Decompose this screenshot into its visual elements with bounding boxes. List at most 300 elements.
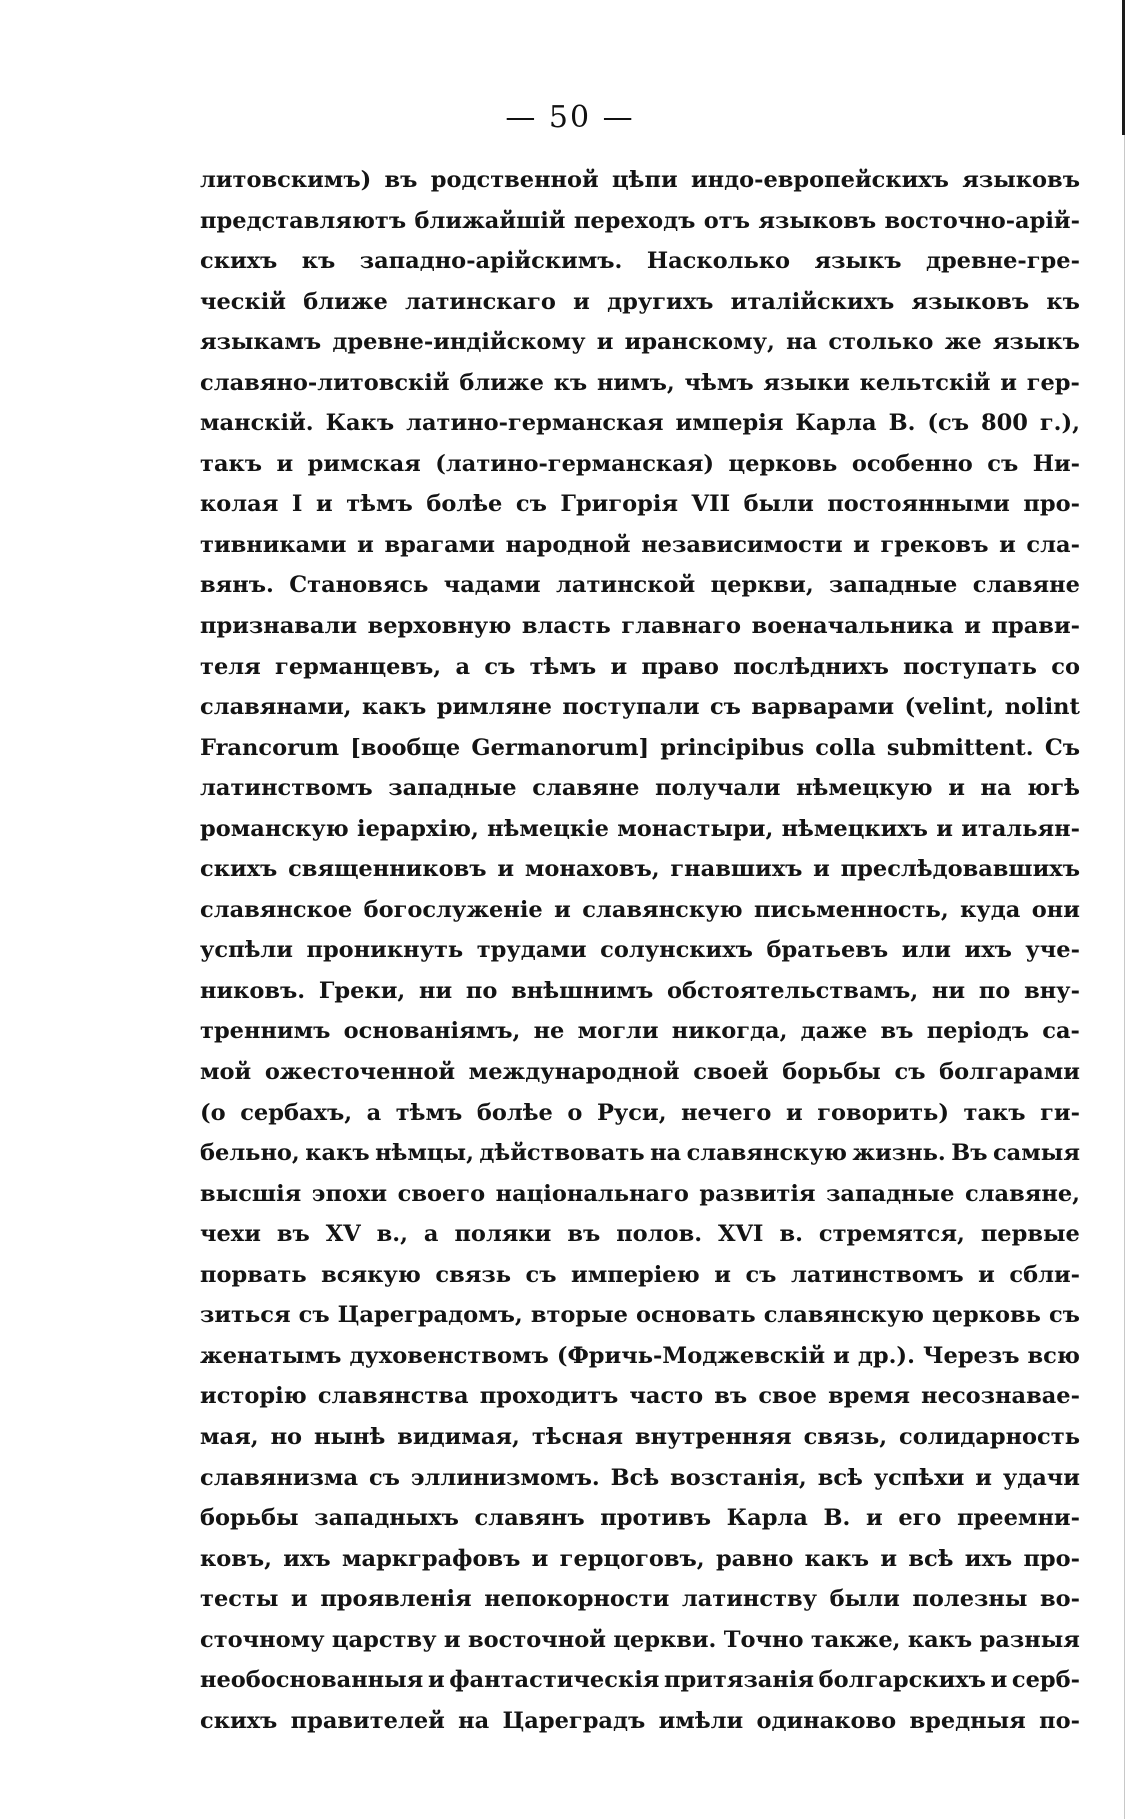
word: равно xyxy=(715,1545,794,1572)
word: какъ xyxy=(361,694,427,721)
word: по xyxy=(465,977,498,1004)
text-line xyxy=(200,484,1080,525)
word: съ xyxy=(987,450,1019,477)
word: прави- xyxy=(991,613,1080,640)
word: Руси, xyxy=(596,1099,667,1126)
word: и xyxy=(531,1545,549,1572)
word: др.). xyxy=(857,1342,915,1369)
word: и xyxy=(990,1667,1008,1694)
word: XV xyxy=(325,1221,361,1248)
word: письменность, xyxy=(753,896,949,923)
word: Царегpадомъ, xyxy=(337,1302,523,1329)
word: фантастическія xyxy=(449,1667,660,1694)
word: были xyxy=(829,1586,900,1613)
word: Francorum xyxy=(200,734,340,761)
word: удачи xyxy=(1002,1464,1080,1491)
word: тѣмъ xyxy=(346,491,413,518)
word: дѣйствовать xyxy=(479,1140,645,1167)
word: чехи xyxy=(200,1221,261,1248)
word: В. xyxy=(888,410,916,437)
word: про- xyxy=(1023,1545,1080,1572)
word: съ xyxy=(525,1261,557,1288)
text-line xyxy=(200,890,1080,931)
word: Ни- xyxy=(1032,450,1080,477)
word: мой xyxy=(200,1059,252,1086)
text-line xyxy=(200,971,1080,1012)
word: преслѣдовавшихъ xyxy=(840,856,1080,883)
word: Съ xyxy=(1044,734,1080,761)
text-line xyxy=(200,1620,1080,1661)
word: и xyxy=(291,1586,308,1613)
word: проявленія xyxy=(320,1586,472,1613)
word: западныхъ xyxy=(314,1505,459,1532)
word: Черезъ xyxy=(922,1342,1020,1369)
page-edge-line xyxy=(1124,135,1125,1819)
word: отъ xyxy=(703,207,751,234)
word: могли xyxy=(577,1018,659,1045)
word: Въ xyxy=(951,1140,988,1167)
word: древне-гре- xyxy=(925,248,1080,275)
word: западно-арійскимъ. xyxy=(359,248,623,275)
word: ческій xyxy=(200,288,286,315)
word: получали xyxy=(655,775,781,802)
word: [вообще xyxy=(350,734,461,761)
word: и xyxy=(880,1545,898,1572)
word: и xyxy=(786,1099,803,1126)
word: свое xyxy=(758,1383,817,1410)
word: они xyxy=(1031,896,1080,923)
word: въ xyxy=(384,167,418,193)
word: на xyxy=(650,1140,682,1167)
word: съ xyxy=(894,1059,926,1086)
text-line xyxy=(200,647,1080,688)
word: германцевъ, xyxy=(275,653,442,680)
word: и xyxy=(554,896,571,923)
word: съ xyxy=(1048,1302,1080,1329)
word: церковь xyxy=(728,450,838,477)
text-line xyxy=(200,160,1080,201)
text-line xyxy=(200,1133,1080,1174)
word: противъ xyxy=(600,1505,712,1532)
word: поступали xyxy=(562,694,700,721)
word: тесты xyxy=(200,1586,279,1613)
word: скихъ xyxy=(200,856,278,883)
word: церкви. xyxy=(613,1626,717,1653)
word: на xyxy=(980,775,1012,802)
text-line xyxy=(200,849,1080,890)
word: а xyxy=(423,1221,439,1248)
word: нѣмецкую xyxy=(796,775,933,802)
word: и xyxy=(596,329,614,356)
word: бельно, xyxy=(200,1140,300,1167)
word: верховную xyxy=(367,613,512,640)
word: своего xyxy=(397,1180,486,1207)
text-line xyxy=(200,687,1080,728)
word: какъ xyxy=(305,1140,370,1167)
word: какъ xyxy=(907,1626,973,1653)
word: внутренняя xyxy=(634,1423,792,1450)
word: эпохи xyxy=(311,1180,388,1207)
text-line xyxy=(200,1093,1080,1134)
word: славянскую xyxy=(763,1302,924,1329)
word: основать xyxy=(636,1302,756,1329)
word: къ xyxy=(1046,288,1080,315)
word: на xyxy=(786,329,818,356)
word: Точно xyxy=(723,1626,804,1653)
word: порвать xyxy=(200,1261,307,1288)
word: никовъ. xyxy=(200,977,306,1004)
word: съ xyxy=(368,1464,400,1491)
text-line xyxy=(200,201,1080,242)
word: ихъ xyxy=(964,1545,1013,1572)
word: сла- xyxy=(1026,531,1080,558)
word: и xyxy=(978,1261,995,1288)
word: признавали xyxy=(200,613,358,640)
word: восточно-арій- xyxy=(884,207,1080,234)
word: славянскую xyxy=(582,896,743,923)
word: главнаго xyxy=(621,613,742,640)
word: стремятся, xyxy=(818,1221,965,1248)
word: его xyxy=(898,1505,942,1532)
word: латино-германская xyxy=(406,410,664,437)
text-line xyxy=(200,930,1080,971)
word: военачальника xyxy=(751,613,954,640)
word: разныя xyxy=(979,1626,1080,1653)
word: съ xyxy=(484,653,516,680)
word: ихъ xyxy=(283,1545,331,1572)
word: по xyxy=(978,977,1011,1004)
word: всю xyxy=(1027,1342,1080,1369)
word: всякую xyxy=(321,1261,421,1288)
text-line xyxy=(200,606,1080,647)
word: В. xyxy=(823,1505,851,1532)
word: внѣшнимъ xyxy=(511,977,654,1004)
word: правителей xyxy=(290,1707,445,1734)
word: латинствомъ xyxy=(790,1261,964,1288)
word: къ xyxy=(301,248,336,275)
word: Germanorum] xyxy=(471,734,650,761)
word: и xyxy=(610,653,628,680)
word: славянизма xyxy=(200,1464,359,1491)
word: славянами, xyxy=(200,694,352,721)
text-line xyxy=(200,1295,1080,1336)
word: поляки xyxy=(454,1221,552,1248)
word: постоянными xyxy=(827,491,1010,518)
word: были xyxy=(743,491,814,518)
word: исторію xyxy=(200,1383,307,1410)
word: братьевъ xyxy=(766,937,889,964)
word: языковъ xyxy=(758,207,877,234)
word: славяно-литовскій xyxy=(200,369,450,396)
word: и xyxy=(964,613,981,640)
word: особенно xyxy=(851,450,973,477)
text-line xyxy=(200,1458,1080,1499)
word: ихъ xyxy=(964,937,1012,964)
word: болѣе xyxy=(426,491,503,518)
word: обстоятельствамъ, xyxy=(666,977,919,1004)
word: вну- xyxy=(1024,977,1080,1004)
word: право xyxy=(641,653,719,680)
word: проникнуть xyxy=(306,937,464,964)
word: такъ xyxy=(200,450,263,477)
body-text xyxy=(200,160,1080,1741)
text-line xyxy=(200,322,1080,363)
word: независимости xyxy=(641,531,843,558)
word: римская xyxy=(307,450,421,477)
word: время xyxy=(828,1383,911,1410)
word: языкъ xyxy=(814,248,902,275)
word: власть xyxy=(521,613,611,640)
word: в., xyxy=(376,1221,408,1248)
word: переходъ xyxy=(573,207,696,234)
word: и xyxy=(866,1505,883,1532)
word: западные xyxy=(826,1180,955,1207)
word: послѣднихъ xyxy=(733,653,889,680)
text-line xyxy=(200,768,1080,809)
text-line xyxy=(200,1498,1080,1539)
word: иранскому, xyxy=(624,329,775,356)
word: въ xyxy=(276,1221,310,1248)
text-line xyxy=(200,1174,1080,1215)
word: языкъ xyxy=(992,329,1080,356)
word: болгарами xyxy=(939,1059,1080,1086)
word: одинаково xyxy=(756,1707,897,1734)
word: латинству xyxy=(681,1586,818,1613)
word: ближе xyxy=(459,369,544,396)
word: тѣмъ xyxy=(529,653,597,680)
word: съ xyxy=(298,1302,330,1329)
word: возстанія, xyxy=(670,1464,807,1491)
word: съ xyxy=(709,694,741,721)
word: и xyxy=(813,856,830,883)
word: нѣмцы, xyxy=(375,1140,474,1167)
word: мая, xyxy=(200,1423,259,1450)
word: западные xyxy=(388,775,517,802)
word: развитія xyxy=(699,1180,816,1207)
text-line xyxy=(200,565,1080,606)
word: церкви, xyxy=(710,572,814,599)
word: литовскимъ) xyxy=(200,167,372,193)
word: другихъ xyxy=(607,288,714,315)
word: вредныя xyxy=(909,1707,1026,1734)
word: уче- xyxy=(1025,937,1080,964)
word: притязанія xyxy=(663,1667,815,1694)
word: (о xyxy=(200,1099,226,1126)
word: колая xyxy=(200,491,279,518)
word: международной xyxy=(468,1059,680,1086)
word: также, xyxy=(810,1626,901,1653)
word: своей xyxy=(693,1059,769,1086)
word: римляне xyxy=(436,694,552,721)
word: самыя xyxy=(992,1140,1080,1167)
word: colla xyxy=(815,734,876,761)
word: ковъ, xyxy=(200,1545,272,1572)
text-line xyxy=(200,1011,1080,1052)
word: жизнь. xyxy=(852,1140,946,1167)
word: гнавшихъ xyxy=(670,856,803,883)
word: нынѣ xyxy=(314,1423,386,1450)
word: въ xyxy=(714,1383,748,1410)
word: латинской xyxy=(556,572,696,599)
word: Царегpадъ xyxy=(502,1707,646,1734)
word: скихъ xyxy=(200,248,278,275)
word: никогда, xyxy=(671,1018,788,1045)
word: ближайшій xyxy=(414,207,566,234)
word: ожесточенной xyxy=(264,1059,456,1086)
word: о xyxy=(567,1099,583,1126)
word: зиться xyxy=(200,1302,291,1329)
word: (velint, xyxy=(904,694,995,721)
text-line xyxy=(200,1255,1080,1296)
word: XVI xyxy=(718,1221,764,1248)
word: высшія xyxy=(200,1180,302,1207)
word: италійскихъ xyxy=(730,288,895,315)
word: трудами xyxy=(476,937,587,964)
word: югѣ xyxy=(1027,775,1080,802)
word: а xyxy=(455,653,471,680)
word: богослуженіе xyxy=(363,896,543,923)
text-line xyxy=(200,1052,1080,1093)
word: Карла xyxy=(726,1505,808,1532)
word: монастыри, xyxy=(617,815,774,842)
word: (Фричь-Моджевскій xyxy=(556,1342,826,1369)
word: даже xyxy=(800,1018,868,1045)
word: VII xyxy=(691,491,731,518)
word: несознавае- xyxy=(921,1383,1080,1410)
word: имперія xyxy=(675,410,784,437)
word: 800 xyxy=(980,410,1028,437)
word: скихъ xyxy=(200,1707,278,1734)
word: преемни- xyxy=(957,1505,1080,1532)
word: имѣли xyxy=(658,1707,744,1734)
word: по- xyxy=(1039,1707,1080,1734)
word: успѣхи xyxy=(873,1464,965,1491)
word: и xyxy=(573,288,590,315)
word: поступать xyxy=(903,653,1037,680)
word: ги- xyxy=(1040,1099,1080,1126)
word: солидарность xyxy=(899,1423,1080,1450)
word: такъ xyxy=(963,1099,1026,1126)
text-line xyxy=(200,1539,1080,1580)
word: болѣе xyxy=(476,1099,553,1126)
word: болгарскихъ xyxy=(818,1667,986,1694)
word: имперіею xyxy=(571,1261,700,1288)
word: романскую xyxy=(200,815,349,842)
word: и xyxy=(276,450,294,477)
word: и xyxy=(833,1342,850,1369)
word: со xyxy=(1051,653,1080,680)
word: славянскую xyxy=(686,1140,847,1167)
word: родственной xyxy=(430,167,599,193)
word: связь, xyxy=(803,1423,888,1450)
text-line xyxy=(200,1701,1080,1742)
word: герцоговъ, xyxy=(559,1545,705,1572)
word: Какъ xyxy=(325,410,395,437)
word: чадами xyxy=(443,572,541,599)
text-line xyxy=(200,1214,1080,1255)
text-line xyxy=(200,1579,1080,1620)
word: цѣпи xyxy=(612,167,678,193)
word: латинствомъ xyxy=(200,775,373,802)
word: священниковъ xyxy=(288,856,487,883)
word: nolint xyxy=(1004,694,1080,721)
word: и xyxy=(427,1667,445,1694)
word: нѣмецкіе xyxy=(487,815,609,842)
word: западные xyxy=(829,572,958,599)
word: варварами xyxy=(751,694,895,721)
word: врагами xyxy=(384,531,495,558)
word: въ xyxy=(880,1018,914,1045)
word: первые xyxy=(980,1221,1080,1248)
word: и xyxy=(443,1626,461,1653)
text-line xyxy=(200,1376,1080,1417)
word: но xyxy=(270,1423,303,1450)
word: ни xyxy=(931,977,966,1004)
word: манскій. xyxy=(200,410,314,437)
word: и xyxy=(853,531,870,558)
word: серб- xyxy=(1011,1667,1080,1694)
word: часто xyxy=(629,1383,704,1410)
word: языкамъ xyxy=(200,329,322,356)
word: славяне, xyxy=(964,1180,1080,1207)
word: восточной xyxy=(468,1626,606,1653)
word: тивниками xyxy=(200,531,347,558)
word: необоснованныя xyxy=(200,1667,424,1694)
word: Становясь xyxy=(289,572,429,599)
word: непокорности xyxy=(484,1586,670,1613)
word: и xyxy=(975,1464,992,1491)
word: и xyxy=(497,856,515,883)
word: всѣ xyxy=(817,1464,863,1491)
word: Насколько xyxy=(646,248,790,275)
word: submittent. xyxy=(886,734,1034,761)
word: маркграфовъ xyxy=(341,1545,521,1572)
text-line xyxy=(200,728,1080,769)
text-line xyxy=(200,403,1080,444)
word: на xyxy=(458,1707,490,1734)
word: какъ xyxy=(804,1545,870,1572)
word: вянъ. xyxy=(200,572,274,599)
word: народной xyxy=(505,531,631,558)
text-line xyxy=(200,1336,1080,1377)
word: сербахъ, xyxy=(240,1099,353,1126)
word: в. xyxy=(779,1221,803,1248)
word: языки xyxy=(763,369,850,396)
word: гер- xyxy=(1026,369,1080,396)
word: славянское xyxy=(200,896,353,923)
word: съ xyxy=(745,1261,777,1288)
word: же xyxy=(944,329,982,356)
word: говорить) xyxy=(817,1099,949,1126)
word: нимъ, xyxy=(596,369,675,396)
word: кельтскій xyxy=(859,369,991,396)
text-line xyxy=(200,241,1080,282)
word: ближе xyxy=(303,288,388,315)
word: Григорія xyxy=(560,491,679,518)
word: проходитъ xyxy=(479,1383,619,1410)
word: во- xyxy=(1039,1586,1080,1613)
word: и xyxy=(999,531,1016,558)
word: ни xyxy=(419,977,453,1004)
word: Всѣ xyxy=(610,1464,660,1491)
word: и xyxy=(714,1261,731,1288)
word: индо-европейскихъ xyxy=(690,167,949,193)
word: видимая, xyxy=(397,1423,520,1450)
word: періодъ xyxy=(926,1018,1030,1045)
word: монаховъ, xyxy=(524,856,660,883)
word: вторые xyxy=(530,1302,628,1329)
page-number: — 50 — xyxy=(505,100,635,135)
